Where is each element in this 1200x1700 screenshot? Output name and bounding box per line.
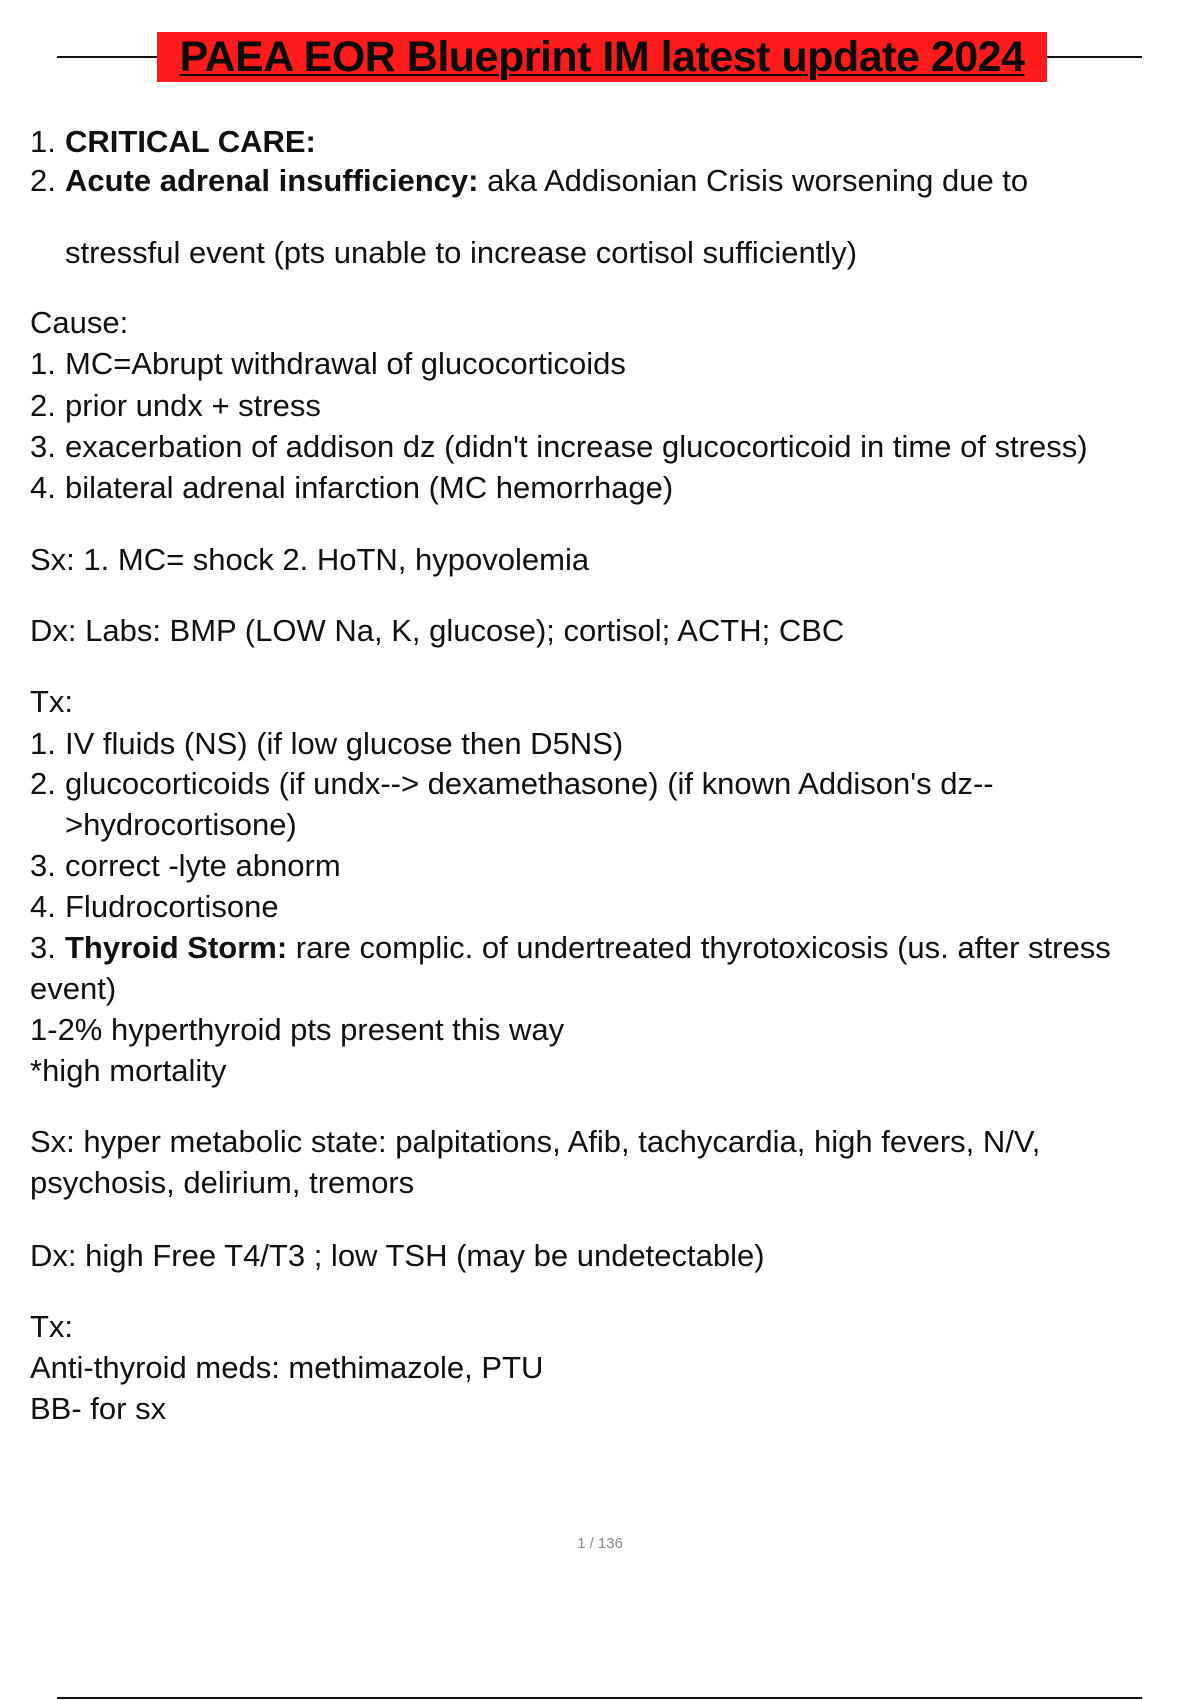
thyroid-tx-heading: Tx: (30, 1309, 74, 1344)
cause-item: 4. bilateral adrenal infarction (MC hemorrhage) (30, 470, 674, 505)
cause-item: 1. MC=Abrupt withdrawal of glucocorticoids (30, 346, 626, 381)
tx-item: 3. correct -lyte abnorm (30, 848, 341, 883)
adrenal-dx: Dx: Labs: BMP (LOW Na, K, glucose); cortisol; ACTH; CBC (30, 613, 845, 648)
thyroid-dx: Dx: high Free T4/T3 ; low TSH (may be undetectable) (30, 1238, 765, 1273)
document-title: PAEA EOR Blueprint IM latest update 2024 (179, 32, 1025, 81)
thyroid-line: *high mortality (30, 1053, 227, 1088)
thyroid-definition-cont: event) (30, 971, 117, 1006)
thyroid-sx-cont: psychosis, delirium, tremors (30, 1165, 415, 1200)
cause-heading: Cause: (30, 305, 129, 340)
heading-critical-care: CRITICAL CARE: (65, 124, 316, 159)
cause-item: 3. exacerbation of addison dz (didn't increase glucocorticoid in time of stress) (30, 429, 1088, 464)
list-item-adrenal-insufficiency: 2. Acute adrenal insufficiency: aka Addisonian Crisis worsening due to (30, 163, 1029, 198)
adrenal-sx: Sx: 1. MC= shock 2. HoTN, hypovolemia (30, 542, 590, 577)
tx-item: 1. IV fluids (NS) (if low glucose then D5NS) (30, 726, 624, 761)
thyroid-sx: Sx: hyper metabolic state: palpitations, Afib, tachycardia, high fevers, N/V, (30, 1124, 1041, 1159)
tx-item: 4. Fludrocortisone (30, 889, 279, 924)
cause-item: 2. prior undx + stress (30, 388, 321, 423)
list-item-thyroid-storm: 3. Thyroid Storm: rare complic. of undertreated thyrotoxicosis (us. after stress (30, 930, 1111, 965)
adrenal-tx-heading: Tx: (30, 684, 74, 719)
list-item-critical-care: 1. CRITICAL CARE: (30, 124, 316, 159)
heading-thyroid-storm: Thyroid Storm: (65, 930, 288, 965)
adrenal-definition-cont: stressful event (pts unable to increase cortisol sufficiently) (65, 235, 858, 270)
heading-adrenal-insufficiency: Acute adrenal insufficiency: (65, 163, 479, 198)
thyroid-line: 1-2% hyperthyroid pts present this way (30, 1012, 565, 1047)
thyroid-tx: BB- for sx (30, 1391, 167, 1426)
tx-item-cont: >hydrocortisone) (65, 807, 297, 842)
bottom-rule (57, 1697, 1142, 1699)
title-highlight (157, 32, 1047, 82)
tx-item: 2. glucocorticoids (if undx--> dexamethasone) (if known Addison's dz-- (30, 766, 994, 801)
page-indicator: 1 / 136 (577, 1535, 623, 1552)
thyroid-tx: Anti-thyroid meds: methimazole, PTU (30, 1350, 544, 1385)
title-row (57, 30, 1142, 82)
